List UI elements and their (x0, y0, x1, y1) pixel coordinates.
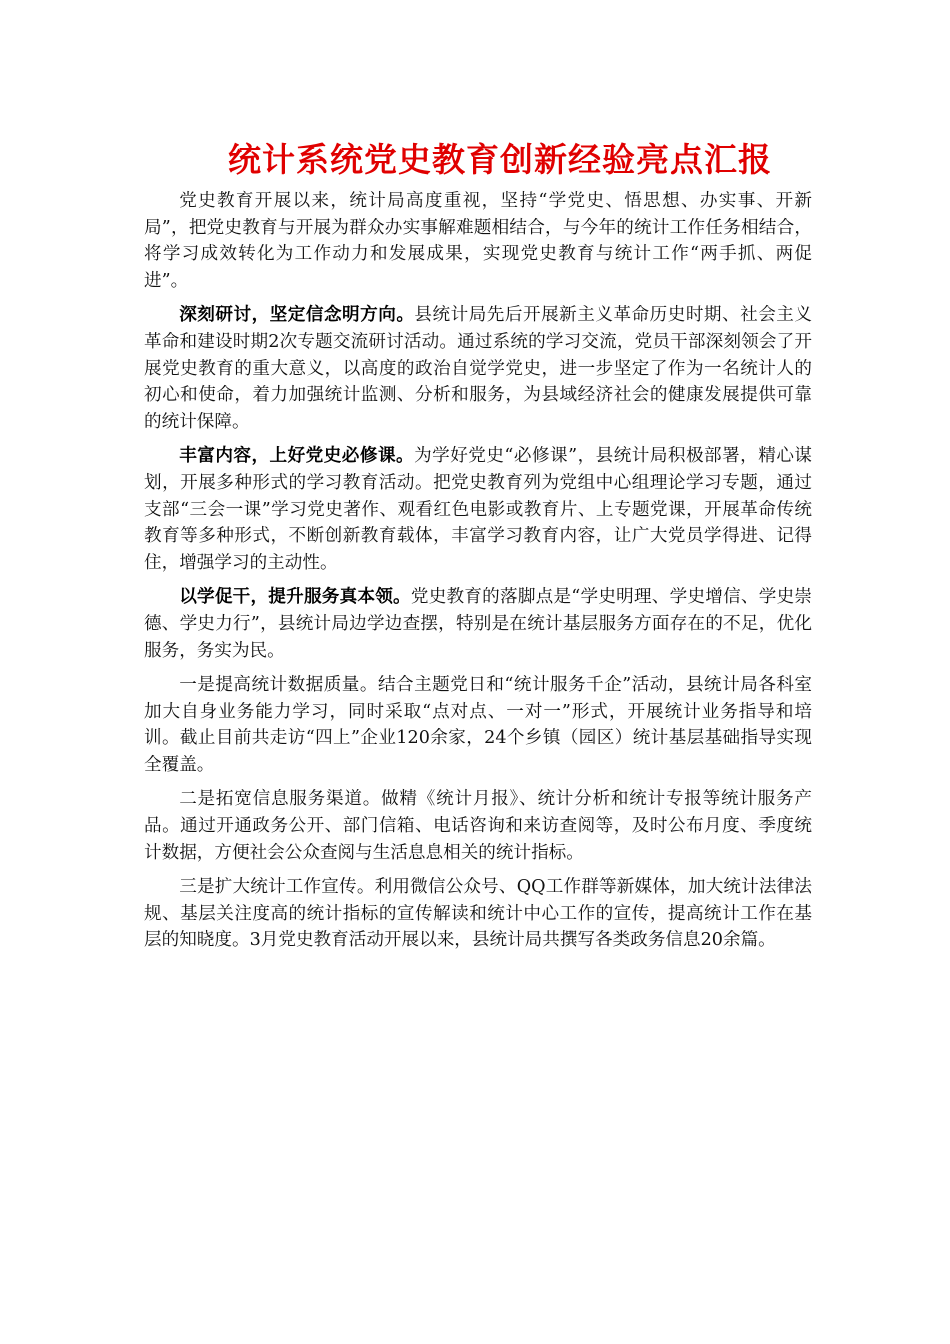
paragraph-text: 为学好党史“必修课”，县统计局积极部署，精心谋划，开展多种形式的学习教育活动。把党史教育列为党组中心组理论学习专题，通过支部“三会一课”学习党史著作、观看红色电影或教育片、上专题党课，开展革命传统教育等多种形式，不断创新教育载体，丰富学习教育内容，让广大党员学得进、记得住，增强学习的主动性。 (144, 446, 812, 573)
paragraph-lead-heading: 丰富内容，上好党史必修课。 (179, 445, 415, 467)
paragraph-item-two (144, 786, 812, 866)
paragraph-text: 三是扩大统计工作宣传。利用微信公众号、QQ工作群等新媒体，加大统计法律法规、基层关注度高的统计指标的宣传解读和统计中心工作的宣传，提高统计工作在基层的知晓度。3月党史教育活动开展以来，县统计局共撰写各类政务信息20余篇。 (144, 877, 812, 951)
paragraph-learn-to-work (144, 584, 812, 664)
document-body (144, 188, 812, 962)
paragraph-text: 二是拓宽信息服务渠道。做精《统计月报》、统计分析和统计专报等统计服务产品。通过开通政务公开、部门信箱、电话咨询和来访查阅等，及时公布月度、季度统计数据，方便社会公众查阅与生活息息相关的统计指标。 (144, 789, 812, 863)
paragraph-lead-heading: 以学促干，提升服务真本领。 (179, 586, 411, 608)
paragraph-study-discussion (144, 302, 812, 435)
paragraph-text: 一是提高统计数据质量。结合主题党日和“统计服务千企”活动，县统计局各科室加大自身业务能力学习，同时采取“点对点、一对一”形式，开展统计业务指导和培训。截止目前共走访“四上”企业120余家，24个乡镇（园区）统计基层基础指导实现全覆盖。 (144, 675, 812, 775)
paragraph-item-one (144, 672, 812, 778)
document-title: 统计系统党史教育创新经验亮点汇报 (228, 140, 772, 179)
paragraph-text: 县统计局先后开展新主义革命历史时期、社会主义革命和建设时期2次专题交流研讨活动。通过系统的学习交流，党员干部深刻领会了开展党史教育的重大意义，以高度的政治自觉学党史，进一步坚定了作为一名统计人的初心和使命，着力加强统计监测、分析和服务，为县域经济社会的健康发展提供可靠的统计保障。 (144, 305, 812, 432)
paragraph-intro (144, 188, 812, 294)
paragraph-enrich-content (144, 443, 812, 576)
paragraph-text: 党史教育的落脚点是“学史明理、学史增信、学史崇德、学史力行”，县统计局边学边查摆，特别是在统计基层服务方面存在的不足，优化服务，务实为民。 (144, 587, 812, 661)
paragraph-lead-heading: 深刻研讨，坚定信念明方向。 (179, 304, 415, 326)
paragraph-text: 党史教育开展以来，统计局高度重视，坚持“学党史、悟思想、办实事、开新局”，把党史教育与开展为群众办实事解难题相结合，与今年的统计工作任务相结合，将学习成效转化为工作动力和发展成果，实现党史教育与统计工作“两手抓、两促进”。 (144, 191, 812, 291)
paragraph-item-three (144, 874, 812, 954)
